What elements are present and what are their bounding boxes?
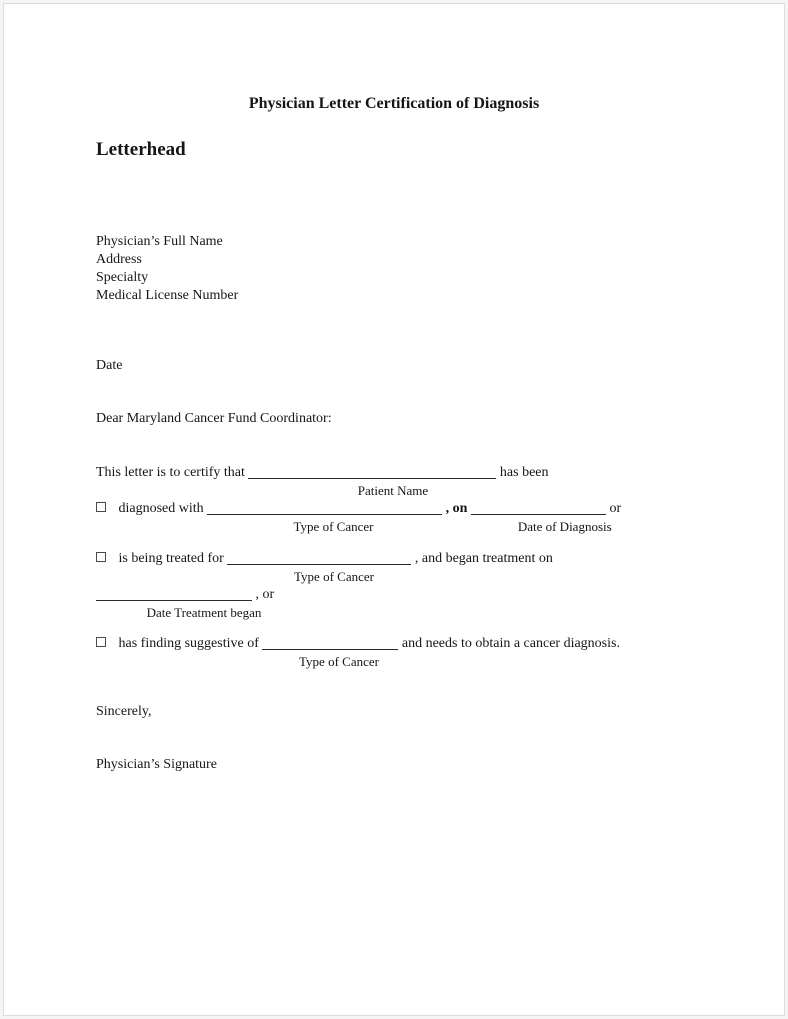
certify-caption-row xyxy=(96,482,692,499)
license-line: Medical License Number xyxy=(96,288,239,303)
treated-text-before: is being treated for xyxy=(118,551,224,566)
letterhead-label: Letterhead xyxy=(96,139,186,160)
patient-name-blank[interactable] xyxy=(248,466,496,479)
option-treated-continuation-line xyxy=(96,585,692,604)
type-of-cancer-caption-1: Type of Cancer xyxy=(293,519,374,534)
sender-block xyxy=(96,233,692,305)
option-diagnosed xyxy=(96,499,692,535)
certify-line xyxy=(96,463,692,482)
signature-label: Physician’s Signature xyxy=(96,757,217,772)
finding-text-before: has finding suggestive of xyxy=(118,636,259,651)
closing-line: Sincerely, xyxy=(96,704,152,719)
date-treatment-began-blank[interactable] xyxy=(96,588,252,601)
certify-text-after: has been xyxy=(499,465,549,480)
type-of-cancer-blank-1[interactable] xyxy=(207,502,442,515)
document-page xyxy=(3,3,785,1016)
date-of-diagnosis-blank[interactable] xyxy=(471,502,606,515)
patient-name-caption: Patient Name xyxy=(357,483,429,498)
option-diagnosed-caption-row xyxy=(96,518,692,535)
option-finding xyxy=(96,634,692,670)
type-of-cancer-caption-3: Type of Cancer xyxy=(299,654,379,669)
treated-checkbox[interactable] xyxy=(96,552,106,562)
option-treated xyxy=(96,549,692,621)
type-of-cancer-blank-2[interactable] xyxy=(227,552,411,565)
certify-text-before: This letter is to certify that xyxy=(96,465,245,480)
option-diagnosed-line xyxy=(96,499,692,518)
date-line: Date xyxy=(96,358,123,373)
date-of-diagnosis-caption: Date of Diagnosis xyxy=(517,519,612,534)
diagnosed-text-after: or xyxy=(609,501,622,516)
finding-checkbox[interactable] xyxy=(96,637,106,647)
option-treated-continuation-caption-row xyxy=(96,604,692,621)
certify-section xyxy=(96,463,692,499)
physician-name-line: Physician’s Full Name xyxy=(96,234,223,249)
option-finding-caption-row xyxy=(96,653,692,670)
diagnosed-checkbox[interactable] xyxy=(96,502,106,512)
document-title: Physician Letter Certification of Diagnosis xyxy=(248,95,540,112)
type-of-cancer-blank-3[interactable] xyxy=(262,637,398,650)
treated-continuation-text: , or xyxy=(255,587,275,602)
option-finding-line xyxy=(96,634,692,653)
salutation-line: Dear Maryland Cancer Fund Coordinator: xyxy=(96,411,332,426)
diagnosed-text-on: , on xyxy=(445,501,468,516)
option-treated-line xyxy=(96,549,692,568)
date-treatment-began-caption: Date Treatment began xyxy=(146,605,262,620)
address-line: Address xyxy=(96,252,142,267)
letter-content xyxy=(4,94,784,774)
finding-text-after: and needs to obtain a cancer diagnosis. xyxy=(401,636,620,651)
option-treated-caption-row xyxy=(96,568,692,585)
treated-text-after: , and began treatment on xyxy=(414,551,553,566)
diagnosed-text-before: diagnosed with xyxy=(118,501,204,516)
specialty-line: Specialty xyxy=(96,270,149,285)
type-of-cancer-caption-2: Type of Cancer xyxy=(294,569,374,584)
